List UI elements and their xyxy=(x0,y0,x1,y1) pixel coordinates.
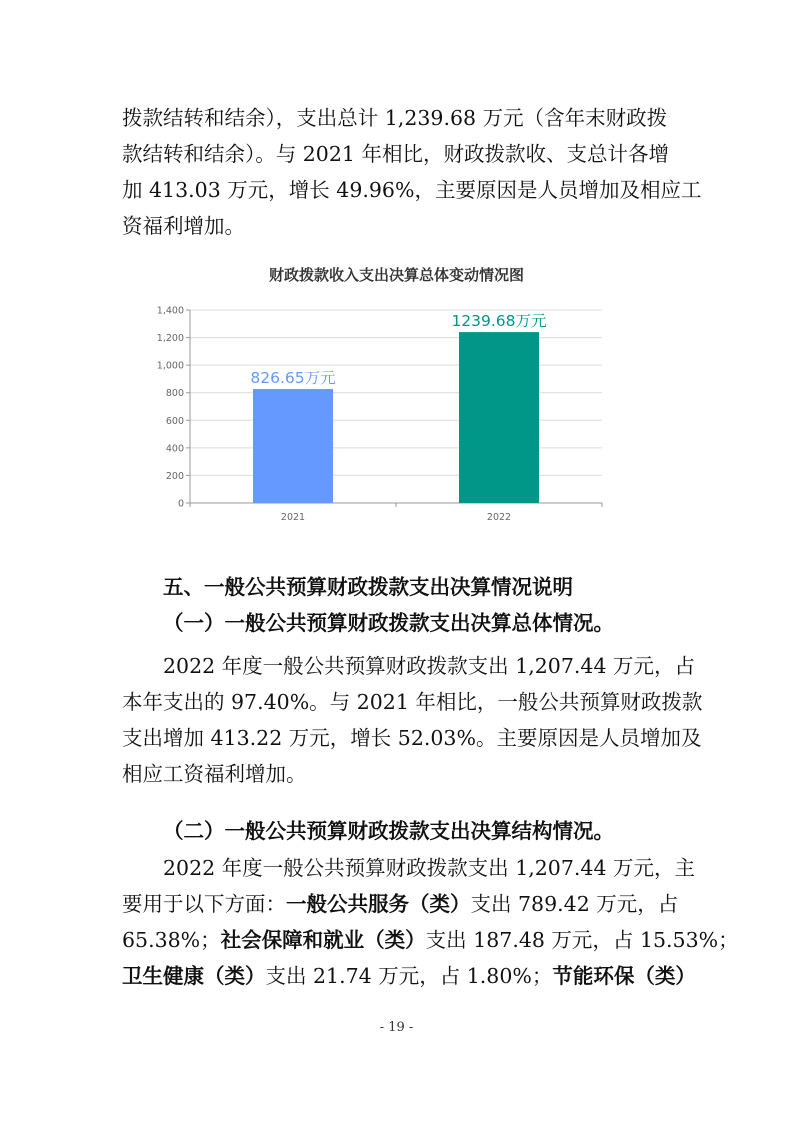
category-general-public-services: 一般公共服务（类） xyxy=(286,892,471,916)
intro-line: 款结转和结余）。与 2021 年相比，财政拨款收、支总计各增 xyxy=(122,142,669,166)
intro-paragraph xyxy=(122,100,702,244)
y-tick-label: 1,000 xyxy=(156,360,184,372)
bar xyxy=(459,332,539,503)
y-tick-label: 0 xyxy=(177,498,184,510)
paragraph-line xyxy=(122,922,739,958)
text-run: 65.38%； xyxy=(122,928,221,952)
text-run: 支出 21.74 万元，占 1.80%； xyxy=(265,964,553,988)
paragraph-line xyxy=(122,886,682,922)
y-tick-label: 200 xyxy=(165,470,184,482)
y-tick-label: 1,200 xyxy=(156,333,184,345)
x-tick-label: 2021 xyxy=(280,512,306,523)
section-heading: 五、一般公共预算财政拨款支出决算情况说明 xyxy=(163,575,573,599)
subsection-1-paragraph xyxy=(122,648,703,792)
paragraph-line: 相应工资福利增加。 xyxy=(122,762,307,786)
y-tick-label: 400 xyxy=(165,443,184,455)
paragraph-line: 本年支出的 97.40%。与 2021 年相比，一般公共预算财政拨款 xyxy=(122,690,703,714)
paragraph-line xyxy=(122,958,696,994)
intro-line: 拨款结转和结余），支出总计 1,239.68 万元（含年末财政拨 xyxy=(122,106,668,130)
subsection-heading-2: （二）一般公共预算财政拨款支出决算结构情况。 xyxy=(163,819,614,843)
text-run: 支出 789.42 万元，占 xyxy=(470,892,679,916)
intro-line: 加 413.03 万元，增长 49.96%，主要原因是人员增加及相应工 xyxy=(122,178,702,202)
category-social-security: 社会保障和就业（类） xyxy=(220,928,426,952)
y-tick-label: 1,400 xyxy=(156,305,184,317)
category-energy-environment: 节能环保（类） xyxy=(552,964,696,988)
intro-line: 资福利增加。 xyxy=(122,214,245,238)
paragraph-line: 2022 年度一般公共预算财政拨款支出 1,207.44 万元，占 xyxy=(163,654,696,678)
text-run: 支出 187.48 万元，占 15.53%； xyxy=(425,928,739,952)
paragraph-line: 支出增加 413.22 万元，增长 52.03%。主要原因是人员增加及 xyxy=(122,726,702,750)
bar xyxy=(253,389,333,503)
page-number: - 19 - xyxy=(379,1020,414,1035)
text-run: 要用于以下方面： xyxy=(122,892,286,916)
paragraph-line: 2022 年度一般公共预算财政拨款支出 1,207.44 万元，主 xyxy=(163,856,696,880)
y-tick-label: 800 xyxy=(165,388,184,400)
bar-value-label: 1239.68万元 xyxy=(451,312,547,331)
category-health: 卫生健康（类） xyxy=(122,964,266,988)
bar-value-label: 826.65万元 xyxy=(250,369,336,388)
x-tick-label: 2022 xyxy=(486,512,512,523)
bar-chart xyxy=(140,295,620,525)
subsection-heading-1: （一）一般公共预算财政拨款支出决算总体情况。 xyxy=(163,611,614,635)
y-tick-label: 600 xyxy=(165,415,184,427)
chart-title: 财政拨款收入支出决算总体变动情况图 xyxy=(268,266,524,284)
subsection-2-paragraph xyxy=(122,850,739,994)
